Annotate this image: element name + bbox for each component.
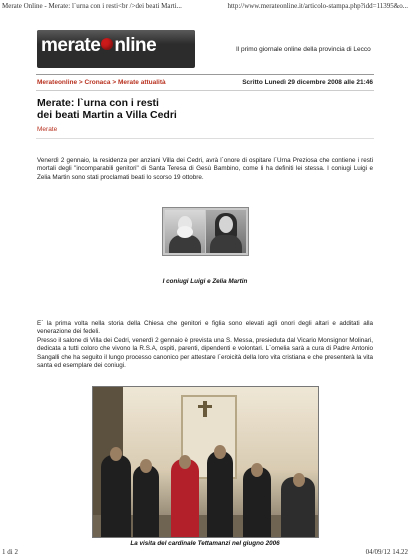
portrait-luigi [165, 210, 205, 253]
paragraph-2-line-2: Presso il salone di Villa dei Cedri, venerdì 2 gennaio è prevista una S. Messa, presieduta dal Vicario Monsignor Molinari, dedicata a tutti coloro che vivono la R.S.A, ospiti, parenti, dipendenti e volontari. L`omelia sarà a cura di Padre Antonio Sangalli che ha seguito il lungo processo canonico per attestare l`eroicità della loro vita cristiana e che presenterà la vita santa ed esemplare dei coniugi. [37, 336, 373, 370]
print-page-url: http://www.merateonline.it/articolo-stampa.php?idd=11395&o... [227, 2, 408, 10]
photo-head [179, 455, 191, 469]
divider-top [36, 74, 374, 75]
article-section-label: Merate [37, 126, 58, 133]
breadcrumb-home-link[interactable]: Merateonline [37, 79, 78, 86]
cross-icon [203, 401, 207, 417]
divider-breadcrumb [36, 90, 374, 91]
footer-timestamp: 04/09/12 14.22 [365, 548, 408, 556]
divider-headline [36, 138, 374, 139]
photo-person [101, 455, 131, 537]
breadcrumb-attualita-link[interactable]: Merate attualità [117, 79, 166, 86]
article-dateline: Scritto Lunedì 29 dicembre 2008 alle 21:46 [242, 79, 373, 86]
photo-person [243, 467, 271, 537]
photo-head [140, 459, 152, 473]
headline-line-1: Merate: l`urna con i resti [37, 97, 159, 109]
photo-head [110, 447, 122, 461]
photo-caption-1: I coniugi Luigi e Zelia Martin [162, 278, 248, 285]
apple-icon [101, 38, 113, 50]
article-paragraph-2 [37, 320, 373, 370]
photo-head [214, 445, 226, 459]
logo-text-after: nline [114, 35, 157, 56]
print-header [2, 2, 408, 14]
site-logo[interactable] [37, 30, 195, 68]
portrait-face [219, 216, 233, 233]
breadcrumb-separator: > [78, 79, 83, 86]
portrait-coat [210, 235, 242, 253]
photo-person [133, 465, 159, 537]
print-page-title: Merate Online - Merate: l`urna con i resti<br />dei beati Marti... [2, 2, 182, 10]
cardinal-visit-photo [92, 386, 319, 538]
breadcrumb [37, 79, 166, 86]
photo-person [207, 451, 233, 537]
paragraph-2-line-1: E` la prima volta nella storia della Chiesa che genitori e figlia sono elevati agli onori degli altari e additati alla venerazione dei fedeli. [37, 320, 373, 336]
article-paragraph-1: Venerdì 2 gennaio, la residenza per anziani Villa dei Cedri, avrà l`onore di ospitare l`Urna Preziosa che contiene i resti mortali degli "incomparabili genitori" di Santa Teresa di Gesù Bambino, come li ha definiti lei stessa. I coniugi Luigi e Zelia Martin sono stati proclamati beati lo scorso 19 ottobre. [37, 157, 373, 181]
site-tagline: Il primo giornale online della provincia di Lecco [236, 46, 371, 53]
logo-text [41, 35, 156, 57]
breadcrumb-separator: > [112, 79, 117, 86]
headline-line-2: dei beati Martin a Villa Cedri [37, 109, 177, 121]
photo-head [251, 463, 263, 477]
photo-cardinal [171, 459, 199, 537]
article-headline [37, 97, 357, 121]
photo-caption-2: La visita del cardinale Tettamanzi nel giugno 2006 [130, 540, 280, 547]
breadcrumb-cronaca-link[interactable]: Cronaca [84, 79, 111, 86]
martin-couple-photo [162, 207, 249, 256]
photo-head [293, 473, 305, 487]
portrait-beard [177, 226, 193, 238]
logo-text-before: merate [41, 35, 101, 56]
footer-page-number: 1 di 2 [2, 548, 18, 556]
portrait-zelia [206, 210, 246, 253]
